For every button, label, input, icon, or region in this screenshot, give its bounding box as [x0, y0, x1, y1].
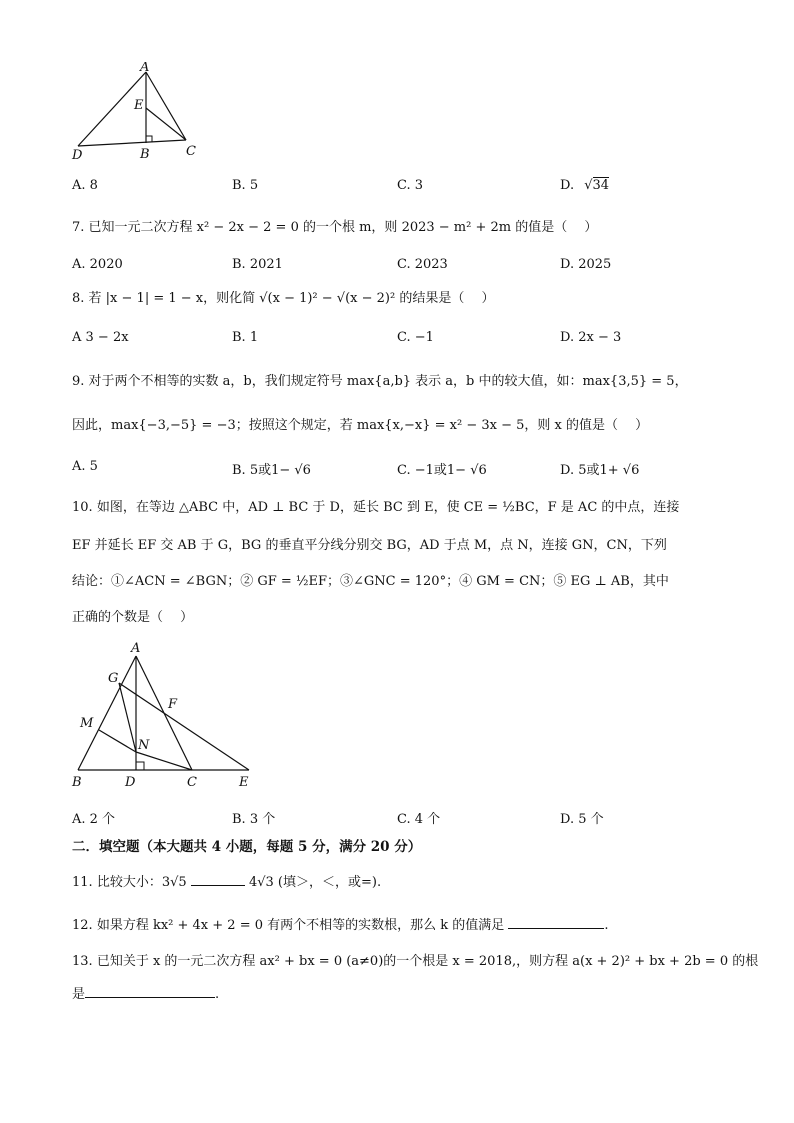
label2-m: M	[80, 716, 94, 731]
q11-answer-blank	[191, 872, 245, 886]
question-12: 12. 如果方程 kx² + 4x + 2 = 0 有两个不相等的实数根，那么 k 的值满足 .	[72, 915, 609, 935]
question-8: 8. 若 |x − 1| = 1 − x，则化简 √(x − 1)² − √(x − 2)² 的结果是（ ）	[72, 291, 495, 306]
label-d: D	[72, 148, 83, 163]
label2-b: B	[72, 775, 82, 790]
q7-option-a: A. 2020	[72, 257, 123, 272]
q7-option-b: B. 2021	[232, 257, 283, 272]
q8-option-b: B. 1	[232, 330, 259, 345]
label-a: A	[140, 62, 150, 75]
question-10-line-3: 结论：①∠ACN = ∠BGN；② GF = ½EF；③∠GNC = 120°；④ GM = CN；⑤ EG ⊥ AB，其中	[72, 574, 669, 589]
question-7: 7. 已知一元二次方程 x² − 2x − 2 = 0 的一个根 m，则 2023 − m² + 2m 的值是（ ）	[72, 220, 598, 235]
question-10-line-2: EF 并延长 EF 交 AB 于 G，BG 的垂直平分线分别交 BG，AD 于点 M，点 N，连接 GN，CN，下列	[72, 538, 667, 553]
q7-option-c: C. 2023	[397, 257, 448, 272]
q6-option-c: C. 3	[397, 178, 424, 193]
question-13-line-2: 是 .	[72, 984, 219, 1004]
question-13-line-1: 13. 已知关于 x 的一元二次方程 ax² + bx = 0 (a≠0)的一个根是 x = 2018,，则方程 a(x + 2)² + bx + 2b = 0 的根	[72, 954, 759, 969]
q10-option-d: D. 5 个	[560, 812, 604, 827]
q8-option-d: D. 2x − 3	[560, 330, 622, 345]
question-9-line-2: 因此，max{−3,−5} = −3；按照这个规定，若 max{x,−x} = x² − 3x − 5，则 x 的值是（ ）	[72, 418, 649, 433]
q10-option-b: B. 3 个	[232, 812, 276, 827]
label-e: E	[134, 98, 144, 113]
q8-option-c: C. −1	[397, 330, 434, 345]
label2-c: C	[187, 775, 197, 790]
label2-d: D	[125, 775, 136, 790]
q9-option-d: D. 5或1+ √6	[560, 463, 640, 478]
label-c: C	[186, 144, 196, 159]
q7-option-d: D. 2025	[560, 257, 612, 272]
q6-option-d: D. √34	[560, 178, 610, 193]
label2-g: G	[108, 671, 119, 686]
label2-f: F	[168, 697, 178, 712]
figure-equilateral-triangle	[68, 638, 268, 794]
label2-e: E	[239, 775, 249, 790]
q8-option-a: A 3 − 2x	[72, 330, 129, 345]
label2-n: N	[138, 738, 150, 753]
section-2-title: 二．填空题（本大题共 4 小题，每题 5 分，满分 20 分）	[72, 839, 422, 855]
q12-answer-blank	[508, 915, 604, 929]
question-10-line-4: 正确的个数是（ ）	[72, 610, 194, 625]
q6-option-a: A. 8	[72, 178, 98, 193]
q9-option-a: A. 5	[72, 459, 98, 474]
question-11: 11. 比较大小：3√5 4√3 (填＞，＜，或=).	[72, 872, 381, 892]
q13-answer-blank	[85, 984, 215, 998]
q9-option-c: C. −1或1− √6	[397, 463, 487, 478]
q9-option-b: B. 5或1− √6	[232, 463, 311, 478]
q10-option-c: C. 4 个	[397, 812, 441, 827]
figure-triangle-adc	[68, 62, 208, 164]
question-9-line-1: 9. 对于两个不相等的实数 a，b，我们规定符号 max{a,b} 表示 a，b 中的较大值，如：max{3,5} = 5，	[72, 374, 688, 389]
label-b: B	[140, 147, 150, 162]
label2-a: A	[131, 641, 141, 656]
question-10-line-1: 10. 如图，在等边 △ABC 中，AD ⊥ BC 于 D，延长 BC 到 E，使 CE = ½BC，F 是 AC 的中点，连接	[72, 500, 680, 515]
q6-option-b: B. 5	[232, 178, 259, 193]
q10-option-a: A. 2 个	[72, 812, 116, 827]
